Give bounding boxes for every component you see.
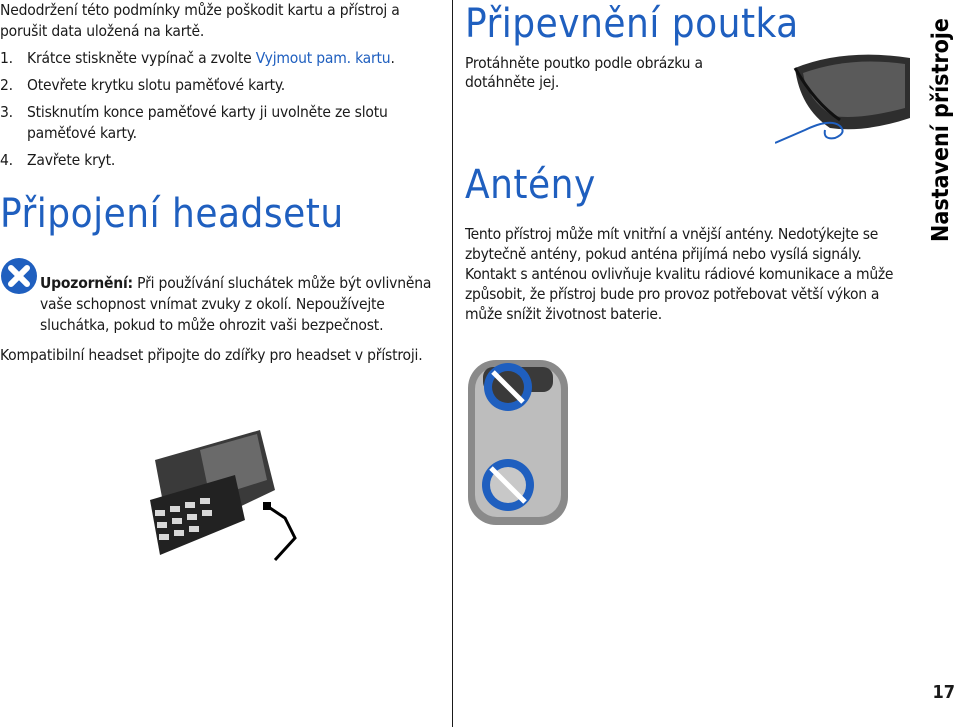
headset-connection-illustration	[145, 430, 305, 565]
strap-instructions: Protáhněte poutko podle obrázku a dotáhněte jej.	[465, 54, 703, 91]
step-text: Krátce stiskněte vypínač a zvolte Vyjmout pam. kartu.	[27, 49, 395, 67]
warning-x-icon	[0, 257, 38, 295]
step-text: Stisknutím konce paměťové karty ji uvolněte ze slotu paměťové karty.	[27, 103, 388, 142]
menu-command: Vyjmout pam. kartu	[255, 49, 391, 67]
step-number: 4.	[0, 151, 13, 169]
warning-text: Při používání sluchátek může být ovlivněna vaše schopnost vnímat zvuky z okolí. Nepoužívejte sluchátka, pokud to může ohrozit vaši bezpečnost.	[40, 274, 432, 334]
step-number: 3.	[0, 103, 13, 121]
list-item	[0, 102, 445, 144]
step-text: Otevřete krytku slotu paměťové karty.	[27, 76, 285, 94]
steps-list	[0, 48, 445, 171]
step-number: 1.	[0, 49, 13, 67]
intro-text: Nedodržení této podmínky může poškodit kartu a přístroj a porušit data uložená na kartě.	[0, 1, 400, 40]
section-side-tab	[923, 0, 959, 260]
warning-block	[0, 259, 445, 336]
step-text: Zavřete kryt.	[27, 151, 116, 169]
list-item	[0, 48, 445, 69]
headset-heading: Připojení headsetu	[0, 191, 344, 237]
page-number: 17	[932, 682, 955, 703]
warning-label: Upozornění:	[40, 274, 133, 292]
antenna-heading: Antény	[465, 162, 596, 208]
left-column	[0, 0, 445, 366]
side-tab-label: Nastavení přístroje	[928, 18, 954, 242]
strap-attachment-illustration	[775, 48, 915, 148]
strap-heading: Připevnění poutka	[465, 1, 799, 47]
list-item	[0, 150, 445, 171]
step-number: 2.	[0, 76, 13, 94]
antenna-warning-illustration	[463, 355, 573, 525]
antenna-instructions: Tento přístroj může mít vnitřní a vnější antény. Nedotýkejte se zbytečně antény, pokud anténa přijímá nebo vysílá signály. Kontakt s anténou ovlivňuje kvalitu rádiové komunikace a může způsobit, že přístroj bude pro provoz potřebovat větší výkon a může snížit životnost baterie.	[465, 225, 894, 323]
column-divider	[452, 0, 453, 727]
list-item	[0, 75, 445, 96]
headset-instructions: Kompatibilní headset připojte do zdířky pro headset v přístroji.	[0, 346, 423, 364]
